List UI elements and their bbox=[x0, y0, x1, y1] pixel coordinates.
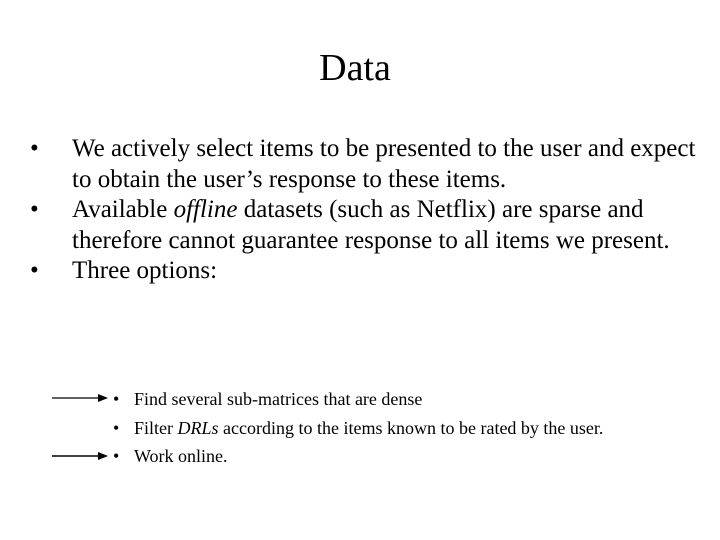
bullet-item-three-options bbox=[30, 256, 700, 287]
right-arrow-icon bbox=[52, 392, 108, 404]
slide-title: Data bbox=[319, 47, 391, 89]
bullet-list bbox=[30, 134, 700, 287]
bullet-item-active-selection bbox=[30, 134, 700, 195]
bullet-dot-icon: • bbox=[113, 446, 120, 466]
bullet-text: We actively select items to be presented to the user and expect to obtain the user’s response to these items. bbox=[72, 135, 696, 193]
sub-bullet-list bbox=[113, 385, 693, 471]
bullet-text: Three options: bbox=[72, 257, 218, 284]
bullet-dot-icon: • bbox=[30, 196, 39, 223]
bullet-text-part: datasets (such as Netflix) are sparse and therefore cannot guarantee response to all items we present. bbox=[72, 196, 670, 254]
bullet-text-part: Available bbox=[72, 196, 174, 223]
bullet-dot-icon: • bbox=[113, 389, 120, 409]
sub-bullet-item-work-online bbox=[113, 442, 693, 471]
sub-bullet-text: Find several sub-matrices that are dense bbox=[134, 389, 423, 409]
sub-bullet-text-emphasis: DRLs bbox=[177, 417, 219, 438]
sub-bullet-item-sub-matrices bbox=[113, 385, 693, 414]
bullet-dot-icon: • bbox=[30, 135, 39, 162]
sub-bullet-item-filter-drls bbox=[113, 414, 693, 443]
bullet-dot-icon: • bbox=[30, 257, 39, 284]
sub-bullet-text: Work online. bbox=[134, 446, 228, 466]
right-arrow-icon bbox=[52, 450, 108, 462]
bullet-dot-icon: • bbox=[113, 417, 120, 438]
bullet-item-offline-datasets bbox=[30, 195, 700, 256]
bullet-text-emphasis: offline bbox=[173, 196, 238, 223]
sub-bullet-text-part: Filter bbox=[134, 417, 178, 438]
sub-bullet-text-part: according to the items known to be rated by the user. bbox=[218, 417, 604, 438]
